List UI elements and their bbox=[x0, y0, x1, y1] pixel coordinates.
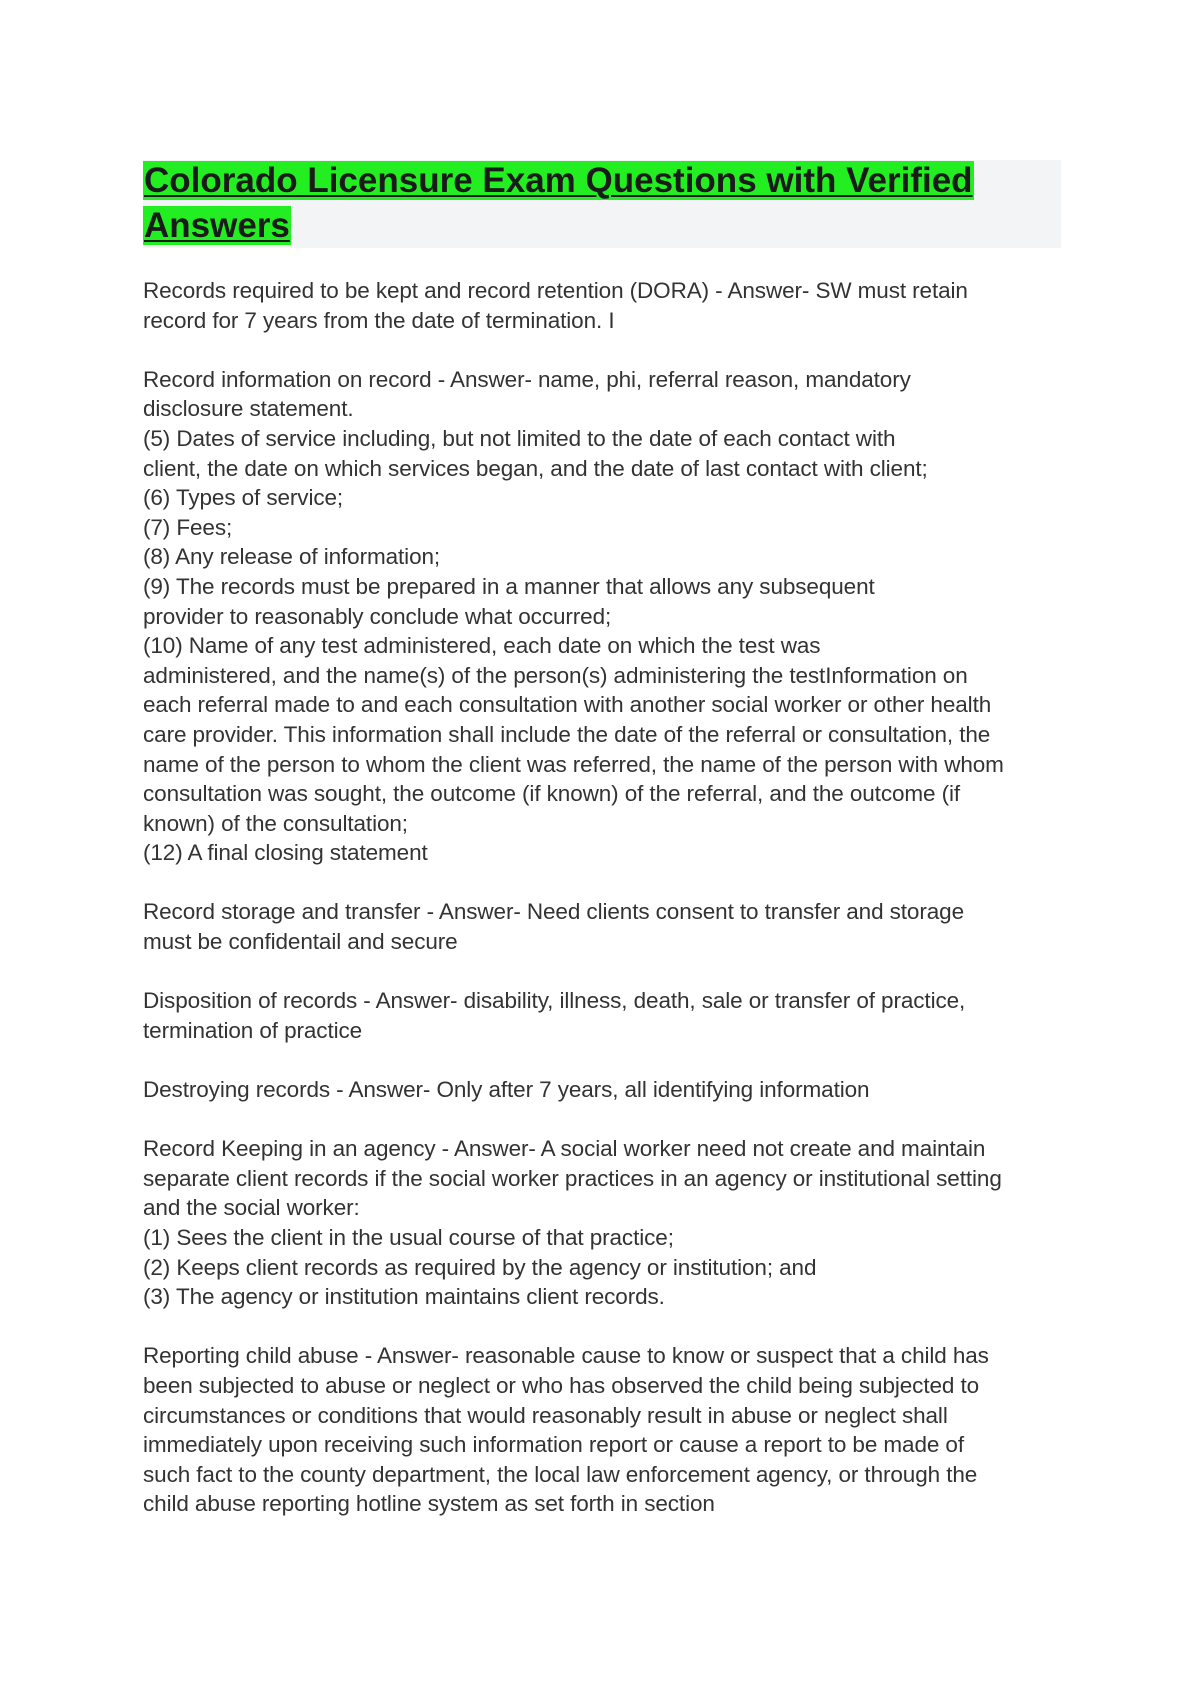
qa-line: been subjected to abuse or neglect or who has observed the child being subjected to bbox=[143, 1372, 980, 1398]
qa-line: (10) Name of any test administered, each date on which the test was bbox=[143, 633, 821, 659]
document-title bbox=[143, 158, 1003, 248]
qa-line: Record information on record - Answer- name, phi, referral reason, mandatory bbox=[143, 366, 911, 392]
qa-line: known) of the consultation; bbox=[143, 810, 408, 836]
qa-line: immediately upon receiving such information report or cause a report to be made of bbox=[143, 1432, 964, 1458]
qa-line: disclosure statement. bbox=[143, 396, 354, 422]
qa-line: administered, and the name(s) of the person(s) administering the testInformation on bbox=[143, 662, 968, 688]
qa-line: (1) Sees the client in the usual course of that practice; bbox=[143, 1225, 674, 1250]
qa-line: separate client records if the social worker practices in an agency or institutional setting bbox=[143, 1165, 1002, 1191]
qa-line: Records required to be kept and record retention (DORA) - Answer- SW must retain bbox=[143, 278, 968, 303]
qa-line: record for 7 years from the date of termination. I bbox=[143, 307, 615, 333]
qa-line: care provider. This information shall include the date of the referral or consultation, the bbox=[143, 721, 991, 747]
qa-line: Reporting child abuse - Answer- reasonable cause to know or suspect that a child has bbox=[143, 1343, 989, 1369]
qa-entry bbox=[143, 276, 1073, 335]
qa-entry bbox=[143, 365, 1073, 868]
qa-line: (6) Types of service; bbox=[143, 485, 344, 511]
qa-entry bbox=[143, 897, 1073, 956]
qa-line: must be confidentail and secure bbox=[143, 929, 458, 955]
qa-line: each referral made to and each consultation with another social worker or other health bbox=[143, 692, 992, 718]
qa-list bbox=[143, 276, 1073, 1549]
qa-line: such fact to the county department, the local law enforcement agency, or through the bbox=[143, 1461, 978, 1487]
qa-line: (2) Keeps client records as required by the agency or institution; and bbox=[143, 1254, 817, 1280]
qa-line: Record storage and transfer - Answer- Need clients consent to transfer and storage bbox=[143, 899, 964, 925]
qa-entry bbox=[143, 1075, 1073, 1105]
qa-line: provider to reasonably conclude what occurred; bbox=[143, 603, 612, 629]
qa-line: circumstances or conditions that would reasonably result in abuse or neglect shall bbox=[143, 1402, 948, 1428]
qa-entry bbox=[143, 1341, 1073, 1519]
title-highlight: Colorado Licensure Exam Questions with Verified Answers bbox=[144, 161, 973, 245]
qa-line: (5) Dates of service including, but not limited to the date of each contact with bbox=[143, 425, 896, 451]
qa-line: and the social worker: bbox=[143, 1195, 360, 1221]
qa-line: (8) Any release of information; bbox=[143, 544, 441, 570]
qa-line: (9) The records must be prepared in a manner that allows any subsequent bbox=[143, 573, 875, 599]
qa-line: Disposition of records - Answer- disability, illness, death, sale or transfer of practice, bbox=[143, 988, 966, 1014]
qa-line: (7) Fees; bbox=[143, 514, 233, 540]
qa-entry bbox=[143, 986, 1073, 1045]
qa-line: (3) The agency or institution maintains client records. bbox=[143, 1284, 665, 1310]
qa-entry bbox=[143, 1134, 1073, 1312]
qa-line: termination of practice bbox=[143, 1017, 363, 1043]
qa-line: name of the person to whom the client was referred, the name of the person with whom bbox=[143, 751, 1004, 777]
qa-line: client, the date on which services began, and the date of last contact with client; bbox=[143, 455, 928, 481]
qa-line: child abuse reporting hotline system as set forth in section bbox=[143, 1491, 715, 1517]
qa-line: Record Keeping in an agency - Answer- A social worker need not create and maintain bbox=[143, 1136, 986, 1162]
qa-line: consultation was sought, the outcome (if known) of the referral, and the outcome (if bbox=[143, 781, 961, 807]
qa-line: Destroying records - Answer- Only after 7 years, all identifying information bbox=[143, 1077, 870, 1103]
qa-line: (12) A final closing statement bbox=[143, 840, 428, 866]
